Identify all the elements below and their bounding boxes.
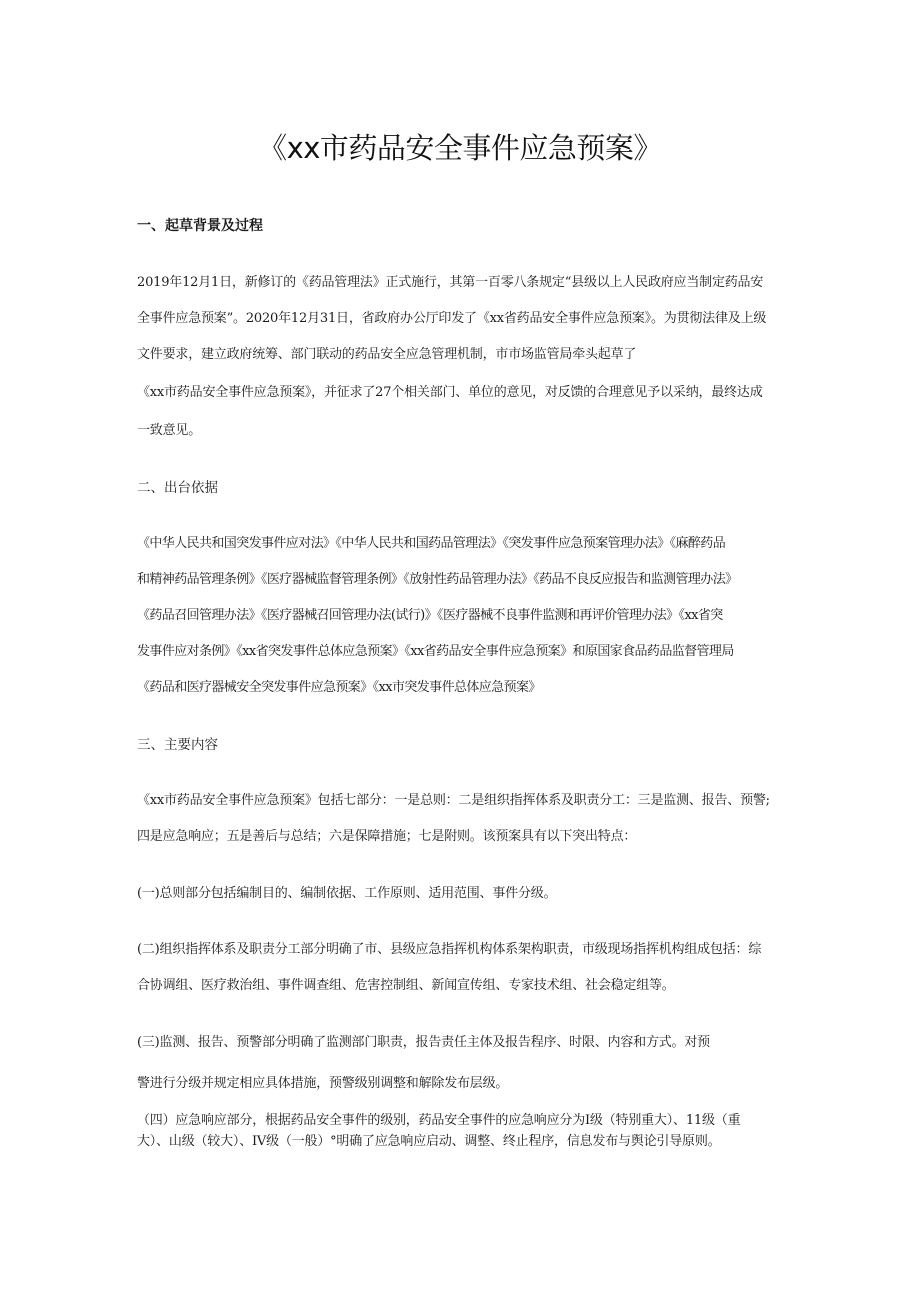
paragraph-line: 四是应急响应；五是善后与总结；六是保障措施；七是附则。该预案具有以下突出特点：	[137, 829, 637, 844]
section-heading-content: 三、主要内容	[137, 737, 218, 753]
list-item: 警进行分级并规定相应具体措施，预警级别调整和解除发布层级。	[137, 1076, 509, 1091]
list-item: (一)总则部分包括编制目的、编制依据、工作原则、适用范围、事件分级。	[137, 886, 557, 901]
list-item: (三)监测、报告、预警部分明确了监测部门职责，报告责任主体及报告程序、时限、内容和方式。对预	[137, 1035, 710, 1050]
list-item: 合协调组、医疗救治组、事件调查组、危害控制组、新闻宣传组、专家技术组、社会稳定组等。	[137, 978, 675, 993]
paragraph-line: 《药品和医疗器械安全突发事件应急预案》《xx市突发事件总体应急预案》	[137, 680, 541, 695]
paragraph-line: 《xx市药品安全事件应急预案》，并征求了27个相关部门、单位的意见，对反馈的合理意见予以采纳，最终达成	[137, 385, 763, 400]
paragraph-line: 文件要求，建立政府统筹、部门联动的药品安全应急管理机制，市市场监管局牵头起草了	[137, 347, 637, 362]
list-item: 大）、山级（较大）、IV级（一般）°明确了应急响应启动、调整、终止程序，信息发布与舆论引导原则。	[137, 1134, 721, 1149]
paragraph-line: 发事件应对条例》《xx省突发事件总体应急预案》《xx省药品安全事件应急预案》和原国家食品药品监督管理局	[137, 644, 734, 659]
paragraph-line: 2019年12月1日，新修订的《药品管理法》正式施行，其第一百零八条规定“县级以上人民政府应当制定药品安	[137, 275, 764, 290]
paragraph-line: 和精神药品管理条例》《医疗器械监督管理条例》《放射性药品管理办法》《药品不良反应报告和监测管理办法》	[137, 572, 738, 587]
document-title: 《xx市药品安全事件应急预案》	[258, 131, 662, 165]
paragraph-line: 一致意见。	[137, 423, 202, 438]
paragraph-line: 《xx市药品安全事件应急预案》包括七部分：一是总则：二是组织指挥体系及职责分工：三是监测、报告、预警;	[137, 793, 770, 808]
paragraph-line: 《中华人民共和国突发事件应对法》《中华人民共和国药品管理法》《突发事件应急预案管理办法》《麻醉药品	[137, 536, 726, 551]
list-item: (二)组织指挥体系及职责分工部分明确了市、县级应急指挥机构体系架构职责，市级现场指挥机构组成包括：综	[137, 942, 762, 957]
paragraph-line: 《药品召回管理办法》《医疗器械召回管理办法(试行)》《医疗器械不良事件监测和再评价管理办法》《xx省突	[137, 608, 723, 623]
paragraph-line: 全事件应急预案”。2020年12月31日，省政府办公厅印发了《xx省药品安全事件应急预案》。为贯彻法律及上级	[137, 311, 767, 326]
section-heading-background: 一、起草背景及过程	[137, 218, 263, 234]
list-item: （四）应急响应部分，根据药品安全事件的级别，药品安全事件的应急响应分为I级（特别重大）、11级（重	[137, 1113, 741, 1128]
section-heading-basis: 二、出台依据	[137, 480, 218, 496]
